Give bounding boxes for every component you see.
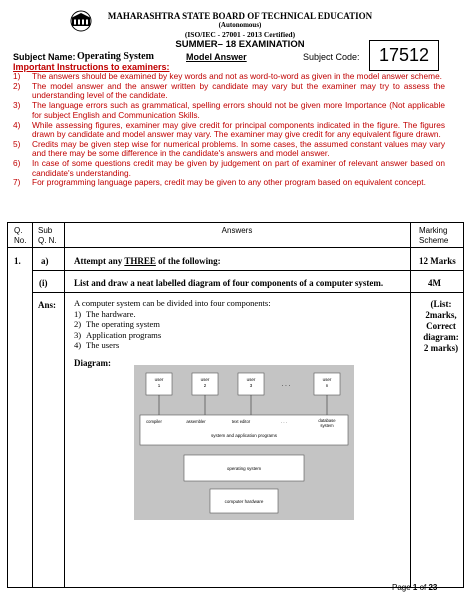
header-marking-line1: Marking: [419, 226, 448, 235]
instruction-text: The model answer and the answer written by candidate may vary but the examiner may try to assess the understanding level of the candidate.: [32, 80, 445, 101]
row-divider: [32, 292, 463, 293]
app-database: database: [318, 418, 336, 423]
question-marks: 12 Marks: [419, 256, 456, 266]
question-instruction: [74, 256, 221, 266]
app-database-system: system: [320, 423, 334, 428]
answer-list-item: [74, 340, 271, 351]
applications-caption: system and application programs: [210, 433, 278, 438]
footer-page-prefix: Page: [392, 583, 413, 592]
header-subqno: [38, 226, 57, 246]
answer-text: [74, 298, 271, 351]
answer-list-number: 3): [74, 329, 82, 340]
instruction-item: [13, 121, 445, 140]
answer-list-number: 4): [74, 340, 82, 351]
marks-note: [421, 299, 461, 354]
header-subqno-line2: Q. N.: [38, 236, 57, 245]
answer-list-number: 2): [74, 319, 82, 330]
answer-list-item: [74, 330, 271, 341]
question-instruction-post: of the following:: [155, 256, 221, 266]
answer-label: Ans:: [38, 300, 57, 310]
instruction-number: 2): [13, 80, 21, 91]
instruction-item: [13, 140, 445, 159]
hardware-layer: [210, 489, 278, 513]
instructions-list: [13, 72, 445, 188]
model-answer-label: Model Answer: [186, 52, 247, 62]
instruction-number: 4): [13, 119, 21, 130]
answer-list-item: [74, 319, 271, 330]
answer-list-number: 1): [74, 308, 82, 319]
user-box-label: user: [246, 377, 256, 382]
instruction-item: [13, 72, 445, 81]
answer-table: [7, 222, 464, 588]
marks-note-line: 2marks,: [425, 310, 457, 320]
question-instruction-pre: Attempt any: [74, 256, 125, 266]
board-name: MAHARASHTRA STATE BOARD OF TECHNICAL EDUCATION: [107, 11, 373, 21]
marks-note-line: 2 marks): [423, 343, 459, 353]
user-3-box: [238, 373, 264, 395]
footer-page-number: 1: [412, 583, 418, 592]
diagram-label: Diagram:: [74, 358, 111, 368]
row-divider: [8, 247, 463, 248]
applications-layer: [140, 415, 348, 445]
instruction-text: While assessing figures, examiner may give credit for principal components indicated in the figure. The figures drawn by candidate and model answer may vary. The examiner may give credit for any equivalent figure drawn.: [32, 119, 445, 139]
footer-page-total: 23: [428, 583, 438, 592]
instruction-number: 1): [13, 71, 21, 81]
instruction-text: Credits may be given step wise for numerical problems. In some cases, the assumed constant values may vary and there may be some difference in the candidate's answers and model answer.: [32, 138, 445, 159]
subject-code-label: Subject Code:: [303, 52, 360, 62]
answer-intro: A computer system can be divided into four components:: [74, 298, 271, 308]
user-box-number: 3: [249, 383, 253, 388]
os-label: operating system: [226, 466, 262, 471]
answer-list-text: The operating system: [86, 319, 160, 330]
footer-of: of: [417, 583, 429, 592]
subject-name: Operating System: [77, 51, 154, 62]
instruction-number: 6): [13, 158, 21, 169]
column-divider: [32, 223, 33, 587]
sub-question-marks: 4M: [428, 278, 441, 288]
instructions-title: Important Instructions to examiners:: [13, 62, 170, 72]
computer-system-diagram: [134, 365, 354, 520]
instruction-text: For programming language papers, credit may be given to any other program based on equivalent concept.: [32, 177, 426, 188]
subject-code-box: [369, 40, 439, 71]
column-divider: [64, 223, 65, 587]
hardware-label: computer hardware: [224, 499, 264, 504]
user-n-box: [314, 373, 340, 395]
instruction-number: 3): [13, 100, 21, 111]
column-divider: [410, 223, 411, 587]
sub-question-text: List and draw a neat labelled diagram of four components of a computer system.: [74, 278, 384, 288]
sub-question-i: (i): [39, 278, 48, 288]
instruction-item: [13, 159, 445, 178]
instruction-text: In case of some questions credit may be given by judgement on part of examiner of relevant answer based on candidate's understanding.: [32, 158, 445, 178]
header-subqno-line1: Sub: [38, 226, 53, 235]
user-box-label: user: [200, 377, 210, 382]
instruction-text: The language errors such as grammatical, spelling errors should not be given more Importance (Not applicable for subject English and Communication Skills.: [32, 100, 445, 120]
instruction-number: 5): [13, 138, 21, 149]
users-ellipsis: . . .: [281, 382, 291, 388]
marks-note-line: (List:: [430, 299, 452, 309]
user-box-number: n: [325, 383, 329, 388]
answer-list-item: [74, 309, 271, 320]
user-box-number: 1: [157, 383, 161, 388]
user-1-box: [146, 373, 172, 395]
instruction-item: [13, 82, 445, 101]
header-qno: [14, 226, 26, 246]
header-answers: Answers: [221, 226, 253, 235]
os-layer: [184, 455, 304, 481]
sub-question-a: a): [41, 256, 49, 266]
marks-note-line: diagram:: [423, 332, 459, 342]
marks-note-line: Correct: [426, 321, 456, 331]
app-text-editor: text editor: [231, 419, 251, 424]
app-ellipsis: . . .: [281, 419, 287, 424]
answer-list-text: Application programs: [86, 329, 162, 340]
app-assembler: assembler: [186, 419, 206, 424]
question-instruction-em: THREE: [124, 256, 156, 266]
exam-title: SUMMER– 18 EXAMINATION: [175, 39, 305, 50]
autonomous-label: (Autonomous): [218, 21, 262, 29]
user-2-box: [192, 373, 218, 395]
user-box-number: 2: [203, 383, 207, 388]
header-qno-line1: Q.: [14, 226, 23, 235]
header-qno-line2: No.: [14, 236, 27, 245]
instruction-item: [13, 101, 445, 120]
header-marking: [419, 226, 448, 246]
instruction-number: 7): [13, 177, 21, 188]
answer-list-text: The hardware.: [86, 308, 136, 319]
instruction-text: The answers should be examined by key words and not as word-to-word as given in the model answer scheme.: [32, 71, 442, 81]
page-footer: [392, 583, 437, 592]
user-box-label: user: [322, 377, 332, 382]
app-compiler: compiler: [146, 419, 162, 424]
instruction-item: [13, 178, 445, 187]
iso-certification: (ISO/IEC - 27001 - 2013 Certified): [184, 30, 296, 39]
row-divider: [32, 270, 463, 271]
question-number: 1.: [14, 256, 21, 266]
subject-name-label: Subject Name:: [13, 52, 76, 62]
user-box-label: user: [154, 377, 164, 382]
header-marking-line2: Scheme: [419, 236, 449, 245]
subject-code: 17512: [378, 45, 430, 65]
answer-list-text: The users: [86, 340, 120, 351]
